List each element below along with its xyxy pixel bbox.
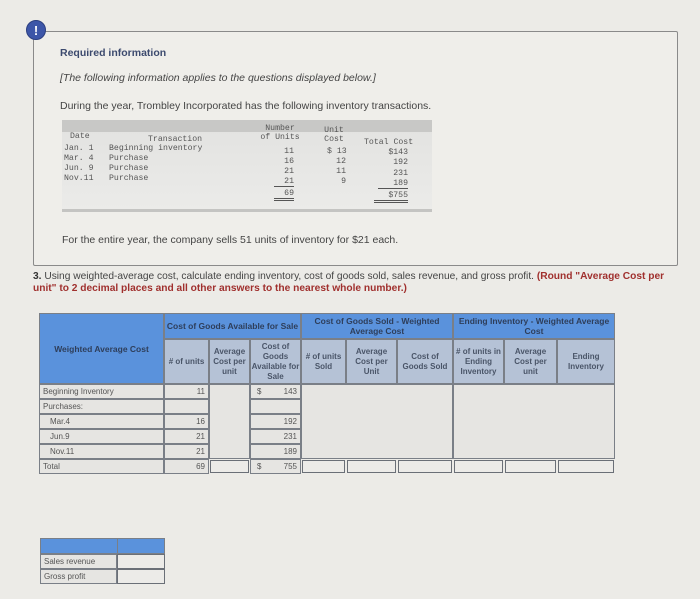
question-number: 3. bbox=[33, 271, 42, 282]
group-header-cogs: Cost of Goods Sold - Weighted Average Cost bbox=[301, 313, 453, 339]
row-date: Jun. 9 bbox=[64, 164, 94, 173]
row-units: 16 bbox=[284, 157, 294, 166]
cogs-input[interactable] bbox=[398, 460, 452, 473]
transaction-table bbox=[62, 120, 432, 212]
row-transaction: Purchase bbox=[109, 174, 149, 183]
row-unit-cost: 12 bbox=[336, 157, 346, 166]
total-cost: $755 bbox=[374, 191, 408, 203]
row-units: 21 bbox=[284, 167, 294, 176]
row-label-purchases: Purchases: bbox=[39, 399, 164, 414]
header-date: Date bbox=[70, 132, 90, 141]
row-date: Nov.11 bbox=[64, 174, 94, 183]
units-mar4: 16 bbox=[164, 414, 209, 429]
row-unit-cost: 9 bbox=[341, 177, 346, 186]
required-info-title: Required information bbox=[60, 47, 167, 59]
exclamation-icon: ! bbox=[26, 20, 46, 40]
required-info-intro: During the year, Trombley Incorporated has the following inventory transactions. bbox=[60, 100, 432, 112]
corner-header: Weighted Average Cost bbox=[39, 313, 164, 384]
row-date: Jan. 1 bbox=[64, 144, 94, 153]
header-transaction: Transaction bbox=[148, 135, 203, 144]
dollar-sign: $ bbox=[257, 462, 262, 471]
units-nov11: 21 bbox=[164, 444, 209, 459]
header-unitcost-1: Unit bbox=[324, 126, 344, 135]
gross-profit-label: Gross profit bbox=[40, 569, 117, 584]
gross-profit-input[interactable] bbox=[117, 569, 165, 584]
ending-inventory-input[interactable] bbox=[558, 460, 614, 473]
question-instruction: (Round "Average Cost per unit" to 2 decimal places and all other answers to the nearest whole number.) bbox=[33, 271, 665, 294]
cogas-nov11: 189 bbox=[250, 444, 301, 459]
table-header-band bbox=[62, 120, 432, 132]
units-total: 69 bbox=[164, 459, 209, 474]
summary-header-value bbox=[117, 538, 165, 554]
col-header-avg-cost-ending: Average Cost per unit bbox=[504, 339, 557, 384]
sales-revenue-label: Sales revenue bbox=[40, 554, 117, 569]
row-label-total: Total bbox=[39, 459, 164, 474]
row-transaction: Purchase bbox=[109, 154, 149, 163]
cogas-beginning bbox=[250, 384, 301, 399]
cogas-beginning-value: 143 bbox=[283, 387, 297, 396]
row-total-cost: 189 bbox=[378, 179, 408, 189]
row-total-cost: 231 bbox=[393, 169, 408, 178]
avg-cost-ending-input[interactable] bbox=[505, 460, 556, 473]
required-info-note: [The following information applies to the questions displayed below.] bbox=[60, 72, 376, 84]
col-header-ending-inv: Ending Inventory bbox=[557, 339, 615, 384]
total-units: 69 bbox=[274, 189, 294, 201]
cogas-mar4: 192 bbox=[250, 414, 301, 429]
question-body: Using weighted-average cost, calculate ending inventory, cost of goods sold, sales revenue, and gross profit. bbox=[41, 271, 537, 282]
col-header-cogas: Cost of Goods Available for Sale bbox=[250, 339, 301, 384]
row-units: 21 bbox=[274, 177, 294, 187]
units-sold-input[interactable] bbox=[302, 460, 345, 473]
header-total-cost: Total Cost bbox=[364, 138, 414, 147]
cogs-blank bbox=[301, 384, 453, 459]
sales-revenue-input[interactable] bbox=[117, 554, 165, 569]
row-label-mar4: Mar.4 bbox=[39, 414, 164, 429]
row-transaction: Purchase bbox=[109, 164, 149, 173]
col-header-cogs: Cost of Goods Sold bbox=[397, 339, 453, 384]
summary-header-label bbox=[40, 538, 127, 554]
units-purchases bbox=[164, 399, 209, 414]
dollar-sign: $ bbox=[257, 387, 262, 396]
cogas-total bbox=[250, 459, 301, 474]
units-beginning: 11 bbox=[164, 384, 209, 399]
col-header-units-sold: # of units Sold bbox=[301, 339, 346, 384]
cogas-purchases bbox=[250, 399, 301, 414]
row-label-nov11: Nov.11 bbox=[39, 444, 164, 459]
row-total-cost: 192 bbox=[393, 158, 408, 167]
avg-cost-blank bbox=[209, 384, 250, 459]
col-header-units: # of units bbox=[164, 339, 209, 384]
row-label-jun9: Jun.9 bbox=[39, 429, 164, 444]
col-header-units-ending: # of units in Ending Inventory bbox=[453, 339, 504, 384]
row-total-cost: $143 bbox=[388, 148, 408, 157]
question-text bbox=[33, 271, 683, 295]
col-header-avg-cost: Average Cost per unit bbox=[209, 339, 250, 384]
avg-cost-per-unit-input[interactable] bbox=[210, 460, 249, 473]
group-header-ending: Ending Inventory - Weighted Average Cost bbox=[453, 313, 615, 339]
header-unitcost-2: Cost bbox=[324, 135, 344, 144]
group-header-available: Cost of Goods Available for Sale bbox=[164, 313, 301, 339]
row-units: 11 bbox=[284, 147, 294, 156]
row-date: Mar. 4 bbox=[64, 154, 94, 163]
row-transaction: Beginning inventory bbox=[109, 144, 203, 153]
col-header-avg-cost-sold: Average Cost per Unit bbox=[346, 339, 397, 384]
units-ending-input[interactable] bbox=[454, 460, 503, 473]
cogas-jun9: 231 bbox=[250, 429, 301, 444]
row-unit-cost: 11 bbox=[336, 167, 346, 176]
row-label-beginning: Beginning Inventory bbox=[39, 384, 164, 399]
row-unit-cost: $ 13 bbox=[327, 147, 347, 156]
cogas-total-value: 755 bbox=[283, 462, 297, 471]
sales-note: For the entire year, the company sells 51 units of inventory for $21 each. bbox=[62, 234, 399, 246]
header-units-2: of Units bbox=[260, 133, 300, 142]
units-jun9: 21 bbox=[164, 429, 209, 444]
ending-blank bbox=[453, 384, 615, 459]
header-units-1: Number bbox=[265, 124, 295, 133]
avg-cost-sold-input[interactable] bbox=[347, 460, 396, 473]
